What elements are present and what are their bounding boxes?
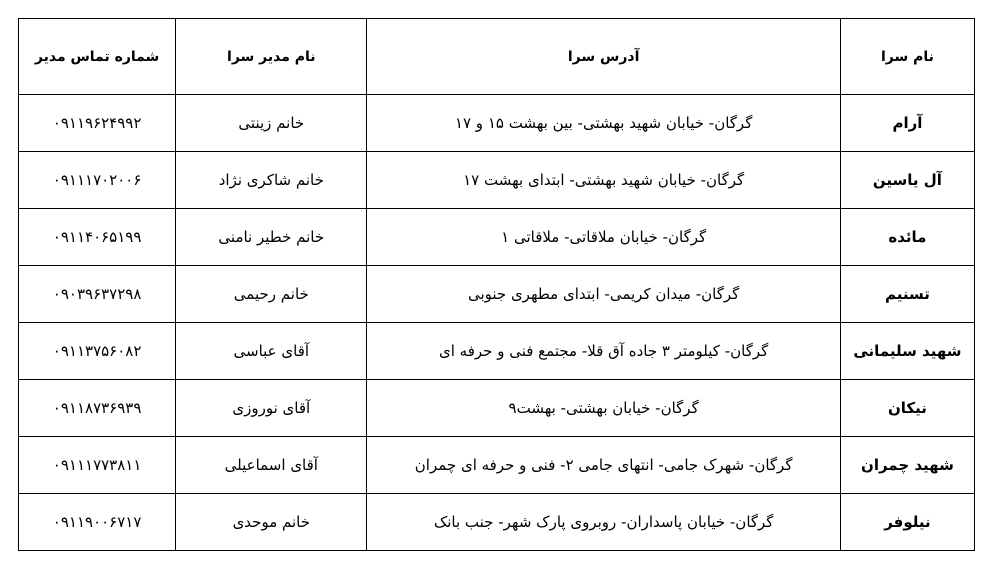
table-row (19, 209, 975, 266)
table-row (19, 266, 975, 323)
manager-phone: ۰۹۱۱۹۰۰۶۷۱۷ (19, 494, 176, 551)
manager-phone: ۰۹۱۱۳۷۵۶۰۸۲ (19, 323, 176, 380)
manager-phone: ۰۹۰۳۹۶۳۷۲۹۸ (19, 266, 176, 323)
manager-name: خانم رحیمی (176, 266, 367, 323)
manager-name: خانم زینتی (176, 95, 367, 152)
manager-name: آقای اسماعیلی (176, 437, 367, 494)
manager-phone: ۰۹۱۱۸۷۳۶۹۳۹ (19, 380, 176, 437)
table-row (19, 380, 975, 437)
center-name: آرام (840, 95, 974, 152)
table-row (19, 95, 975, 152)
center-name: نیکان (840, 380, 974, 437)
center-name: شهید سلیمانی (840, 323, 974, 380)
table-row (19, 437, 975, 494)
center-name: مائده (840, 209, 974, 266)
table-row (19, 152, 975, 209)
center-name: آل یاسین (840, 152, 974, 209)
manager-name: خانم موحدی (176, 494, 367, 551)
center-address: گرگان- شهرک جامی- انتهای جامی ۲- فنی و حرفه ای چمران (367, 437, 840, 494)
center-address: گرگان- میدان کریمی- ابتدای مطهری جنوبی (367, 266, 840, 323)
manager-name: آقای عباسی (176, 323, 367, 380)
manager-phone: ۰۹۱۱۹۶۲۴۹۹۲ (19, 95, 176, 152)
center-name: تسنیم (840, 266, 974, 323)
directory-table (18, 18, 975, 551)
center-name: شهید چمران (840, 437, 974, 494)
center-address: گرگان- خیابان ملاقاتی- ملاقاتی ۱ (367, 209, 840, 266)
header-phone: شماره تماس مدیر (19, 19, 176, 95)
center-address: گرگان- خیابان پاسداران- روبروی پارک شهر- جنب بانک (367, 494, 840, 551)
manager-name: خانم شاکری نژاد (176, 152, 367, 209)
table-row (19, 323, 975, 380)
center-address: گرگان- خیابان شهید بهشتی- ابتدای بهشت ۱۷ (367, 152, 840, 209)
center-address: گرگان- خیابان شهید بهشتی- بین بهشت ۱۵ و ۱۷ (367, 95, 840, 152)
manager-name: آقای نوروزی (176, 380, 367, 437)
manager-phone: ۰۹۱۱۱۷۷۳۸۱۱ (19, 437, 176, 494)
header-address: آدرس سرا (367, 19, 840, 95)
header-name: نام سرا (840, 19, 974, 95)
center-name: نیلوفر (840, 494, 974, 551)
center-address: گرگان- کیلومتر ۳ جاده آق قلا- مجتمع فنی و حرفه ای (367, 323, 840, 380)
header-row (19, 19, 975, 95)
center-address: گرگان- خیابان بهشتی- بهشت۹ (367, 380, 840, 437)
manager-name: خانم خطیر نامنی (176, 209, 367, 266)
manager-phone: ۰۹۱۱۱۷۰۲۰۰۶ (19, 152, 176, 209)
table-row (19, 494, 975, 551)
header-manager: نام مدیر سرا (176, 19, 367, 95)
manager-phone: ۰۹۱۱۴۰۶۵۱۹۹ (19, 209, 176, 266)
